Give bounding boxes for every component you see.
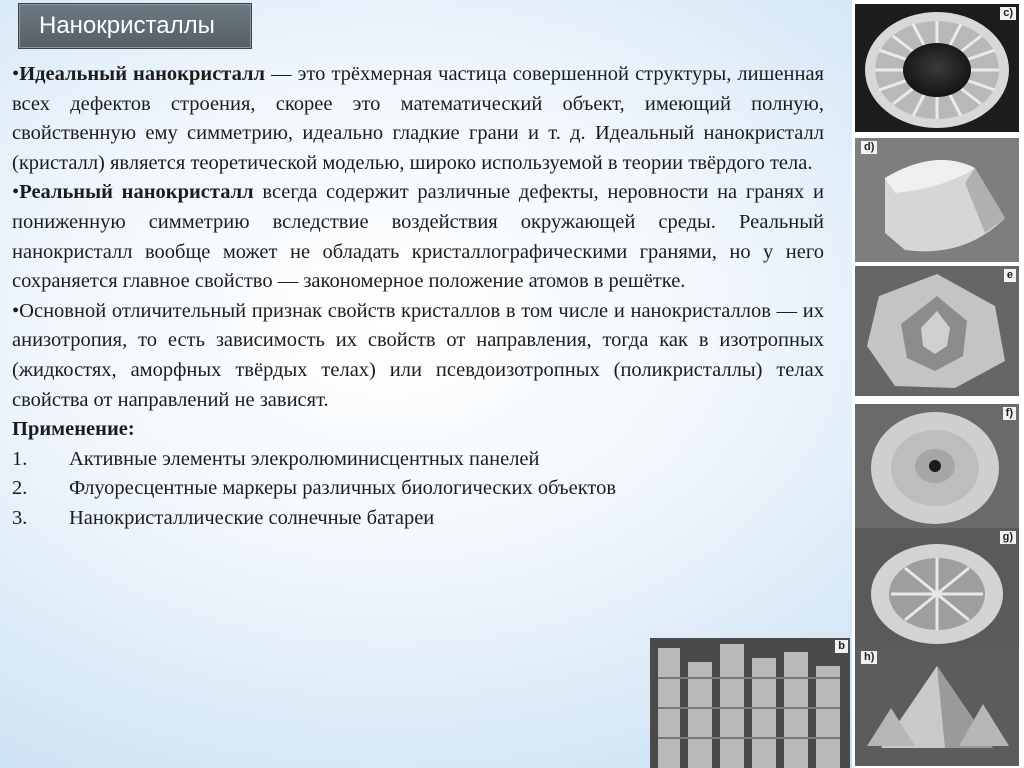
- list-text: Флуоресцентные маркеры различных биологических объектов: [69, 477, 617, 500]
- list-item: [12, 504, 824, 534]
- list-text: Активные элементы элекролюминисцентных панелей: [69, 447, 540, 470]
- nanocrystal-image-disk: [855, 4, 1019, 132]
- application-heading: Применение:: [12, 418, 135, 441]
- bullet: •: [12, 181, 20, 204]
- nanocrystal-image-shell: [855, 404, 1019, 528]
- paragraph-real-text: всегда содержит различные дефекты, неровности на гранях и пониженную симметрию вследствие воздействия окружающей среды. Реальный нанокристалл вообще может не обладать кристаллографическими гранями, но у него сохраняется главное свойство — закономерное положение атомов в решётке.: [12, 181, 824, 293]
- list-text: Нанокристаллические солнечные батареи: [69, 506, 435, 529]
- nanocrystal-image-segmented: [855, 528, 1019, 648]
- nanocrystal-image-columns: [650, 638, 850, 768]
- nanocrystal-image-star: [855, 266, 1019, 396]
- list-item: [12, 474, 824, 504]
- list-number: 2.: [12, 477, 28, 500]
- list-number: 3.: [12, 506, 28, 529]
- term-real: Реальный нанокристалл: [19, 181, 254, 204]
- panel-label: f): [1003, 407, 1016, 420]
- panel-label: h): [861, 651, 877, 664]
- term-ideal: Идеальный нанокристалл: [19, 63, 266, 85]
- panel-label: g): [1000, 531, 1016, 544]
- panel-label: d): [861, 141, 877, 154]
- nanocrystal-image-cone: [855, 138, 1019, 262]
- paragraph-ideal-text: — это трёхмерная частица совершенной структуры, лишенная всех дефектов строения, скорее это математический объект, имеющий полную, свойственную ему симметрию, идеально гладкие грани и т. д. Идеальный нанокристалл (кристалл) является теоретической моделью, широко используемой в теории твёрдого тела.: [12, 63, 824, 174]
- slide-title-box: [18, 3, 252, 49]
- paragraph-anisotropy: •Основной отличительный признак свойств кристаллов в том числе и нанокристаллов — их анизотропия, то есть зависимость их свойств от направления, тогда как в изотропных (жидкостях, аморфных твёрдых телах) или псевдоизотропных (поликристаллы) телах свойства от направлений не зависят.: [12, 299, 824, 411]
- slide-content: [12, 60, 824, 534]
- paragraph-real: [12, 178, 824, 296]
- panel-label: b: [835, 640, 848, 653]
- paragraph-ideal: [12, 60, 824, 178]
- list-number: 1.: [12, 447, 28, 470]
- bullet: •: [12, 63, 20, 85]
- list-item: [12, 445, 824, 475]
- nanocrystal-image-pyramids: [855, 648, 1019, 766]
- panel-label: e: [1004, 269, 1016, 282]
- panel-label: c): [1000, 7, 1016, 20]
- slide-title: Нанокристаллы: [39, 12, 215, 39]
